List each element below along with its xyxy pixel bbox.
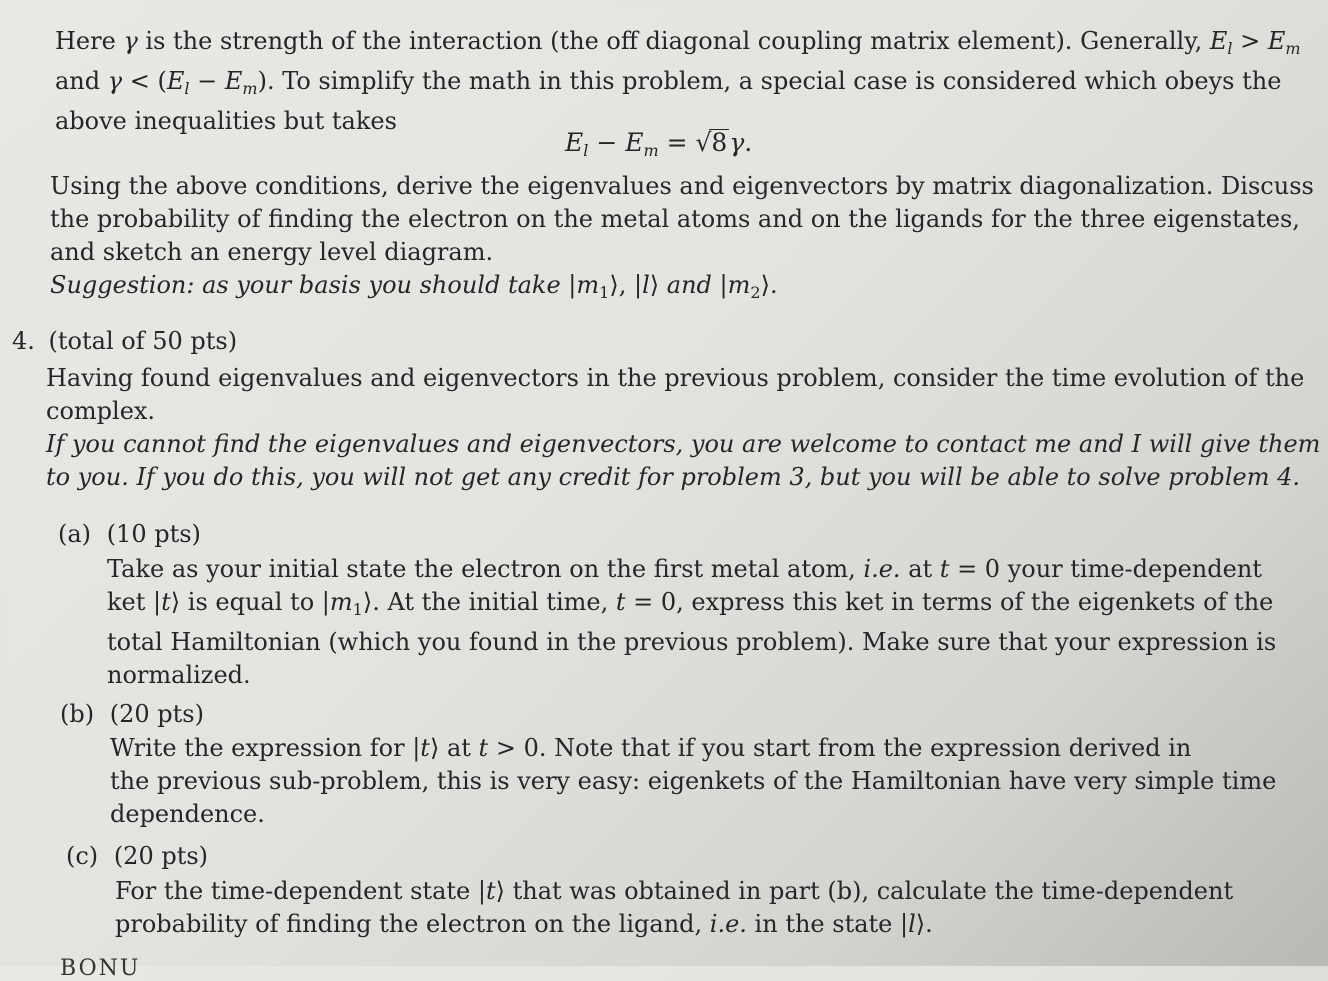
part-b-header <box>60 700 204 728</box>
part-a-line-2: ket |t⟩ is equal to $|m_1⟩$. At the initial time, t = 0, express this ket in terms of the eigenkets of the <box>107 588 1274 619</box>
problem3-task <box>50 170 1314 309</box>
problem4-line-1: Having found eigenvalues and eigenvectors in the previous problem, consider the time evolution of the <box>46 364 1305 392</box>
part-a-body <box>107 553 1276 692</box>
problem4-line-4: to you. If you do this, you will not get any credit for problem 3, but you will be able to solve problem 4. <box>46 463 1301 491</box>
problem3-line-2: the probability of finding the electron on the metal atoms and on the ligands for the three eigenstates, <box>50 205 1300 233</box>
problem4-body <box>46 362 1320 494</box>
problem3-suggestion: Suggestion: as your basis you should take $|m_1⟩$, |l⟩ and $|m_2⟩$. <box>50 271 778 302</box>
part-a-header <box>58 520 201 548</box>
part-a-line-3: total Hamiltonian (which you found in the previous problem). Make sure that your expression is <box>107 628 1277 656</box>
problem4-line-3: If you cannot find the eigenvalues and eigenvectors, you are welcome to contact me and I will give them <box>46 430 1321 458</box>
part-c-line-1: For the time-dependent state |t⟩ that was obtained in part (b), calculate the time-dependent <box>115 877 1234 905</box>
part-b-line-1: Write the expression for |t⟩ at t > 0. Note that if you start from the expression derived in <box>110 734 1192 762</box>
problem3-line-3: and sketch an energy level diagram. <box>50 238 494 266</box>
footer-cut-text: BONU <box>60 956 141 981</box>
part-c-line-2: probability of finding the electron on the ligand, i.e. in the state |l⟩. <box>115 910 933 938</box>
part-c-label: (c) <box>66 842 99 870</box>
part-b-label: (b) <box>60 700 95 728</box>
part-a-label: (a) <box>58 520 92 548</box>
part-b-body <box>110 732 1276 831</box>
part-c-header <box>66 842 208 870</box>
part-a-line-4: normalized. <box>107 661 251 689</box>
part-b-line-2: the previous sub-problem, this is very easy: eigenkets of the Hamiltonian have very simple time <box>110 767 1277 795</box>
intro-line-1: Here γ is the strength of the interaction (the off diagonal coupling matrix element). Generally, $E_l > E_m$ <box>55 27 1301 58</box>
problem4-line-2: complex. <box>46 397 156 425</box>
part-a-line-1: Take as your initial state the electron on the first metal atom, i.e. at t = 0 your time-dependent <box>107 555 1262 583</box>
intro-line-2: and $\gamma < (E_l - E_m)$. To simplify the math in this problem, a special case is considered which obeys the <box>55 67 1282 98</box>
part-b-points: (20 pts) <box>109 700 204 728</box>
display-equation: $E_l - E_m = √8\gamma$. <box>565 128 753 160</box>
problem4-header <box>12 327 237 355</box>
part-c-points: (20 pts) <box>113 842 209 870</box>
part-b-line-3: dependence. <box>110 800 265 828</box>
intro-line-3: above inequalities but takes <box>55 107 397 135</box>
problem4-number: 4. <box>12 327 35 355</box>
part-a-points: (10 pts) <box>106 520 201 548</box>
part-c-body <box>115 875 1233 941</box>
problem4-points: (total of 50 pts) <box>48 327 238 355</box>
problem3-line-1: Using the above conditions, derive the eigenvalues and eigenvectors by matrix diagonalization. Discuss <box>50 172 1314 200</box>
intro-paragraph <box>55 25 1301 138</box>
